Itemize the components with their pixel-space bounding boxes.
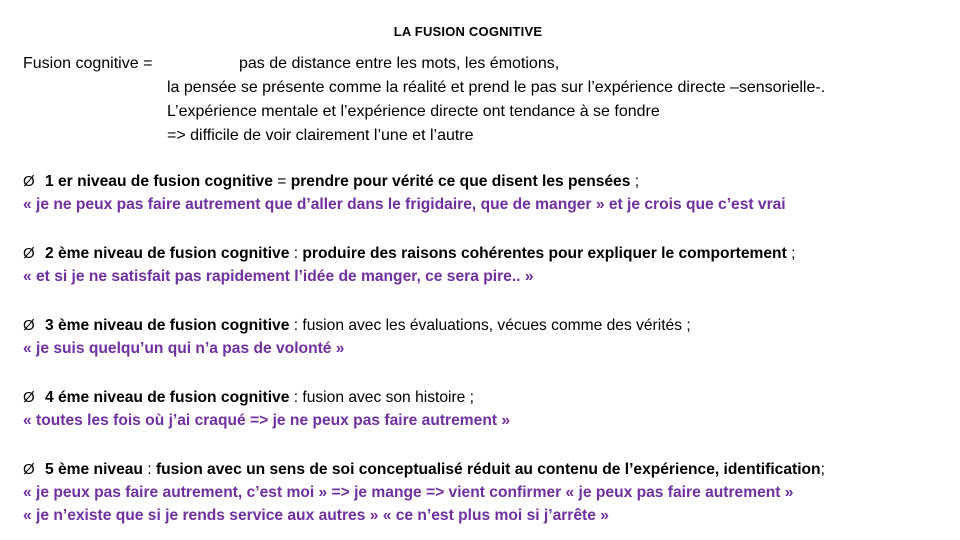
level-quote: « toutes les fois où j’ai craqué => je ne peux pas faire autrement » [23, 412, 511, 429]
level-quote: « je ne peux pas faire autrement que d’aller dans le frigidaire, que de manger » et je crois que c’est vrai [23, 196, 786, 213]
level-description: fusion avec les évaluations, vécues comme des vérités [302, 317, 683, 334]
level-heading [23, 242, 948, 265]
level-4 [23, 386, 948, 432]
level-title: 4 éme niveau de fusion cognitive [45, 389, 290, 406]
level-quote: « je n’existe que si je rends service aux autres » « ce n’est plus moi si j’arrête » [23, 507, 609, 524]
level-quote: « je suis quelqu’un qui n’a pas de volonté » [23, 340, 345, 357]
arrow-bullet-icon: Ø [23, 173, 35, 190]
level-quote: « je peux pas faire autrement, c’est moi » => je mange => vient confirmer « je peux pas faire autrement » [23, 484, 794, 501]
definition-block [23, 52, 943, 148]
definition-row [23, 100, 943, 124]
level-quote: « et si je ne satisfait pas rapidement l’idée de manger, ce sera pire.. » [23, 268, 534, 285]
arrow-bullet-icon: Ø [23, 245, 35, 262]
level-description: fusion avec un sens de soi conceptualisé réduit au contenu de l’expérience, identification [155, 461, 821, 478]
level-title: 5 ème niveau [45, 461, 143, 478]
level-separator: : [289, 389, 303, 406]
level-end: ; [630, 173, 640, 190]
level-end: ; [786, 245, 796, 262]
definition-line: pas de distance entre les mots, les émotions, [239, 55, 560, 72]
level-2 [23, 242, 948, 288]
level-title: 2 ème niveau de fusion cognitive [45, 245, 290, 262]
level-separator: : [289, 317, 303, 334]
level-end: ; [682, 317, 691, 334]
definition-line: la pensée se présente comme la réalité et prend le pas sur l’expérience directe –sensorielle-. [167, 79, 826, 96]
level-description: produire des raisons cohérentes pour expliquer le comportement [302, 245, 787, 262]
level-title: 1 er niveau de fusion cognitive [45, 173, 273, 190]
level-heading [23, 386, 948, 409]
definition-row [23, 124, 943, 148]
definition-label: Fusion cognitive = [23, 55, 153, 72]
arrow-bullet-icon: Ø [23, 389, 35, 406]
arrow-bullet-icon: Ø [23, 317, 35, 334]
level-heading [23, 458, 948, 481]
level-1 [23, 170, 948, 216]
level-description: prendre pour vérité ce que disent les pensées [290, 173, 631, 190]
level-end: ; [820, 461, 825, 478]
definition-row [23, 52, 943, 76]
definition-line: L’expérience mentale et l’expérience directe ont tendance à se fondre [167, 103, 660, 120]
definition-row [23, 76, 943, 100]
level-heading [23, 170, 948, 193]
level-separator: : [142, 461, 156, 478]
level-heading [23, 314, 948, 337]
level-title: 3 ème niveau de fusion cognitive [45, 317, 290, 334]
level-separator: : [289, 245, 303, 262]
arrow-bullet-icon: Ø [23, 461, 35, 478]
level-end: ; [465, 389, 475, 406]
level-3 [23, 314, 948, 360]
page-title: LA FUSION COGNITIVE [393, 24, 543, 39]
level-description: fusion avec son histoire [302, 389, 466, 406]
level-separator: = [272, 173, 291, 190]
definition-line: => difficile de voir clairement l’une et l’autre [167, 127, 474, 144]
level-5 [23, 458, 948, 527]
